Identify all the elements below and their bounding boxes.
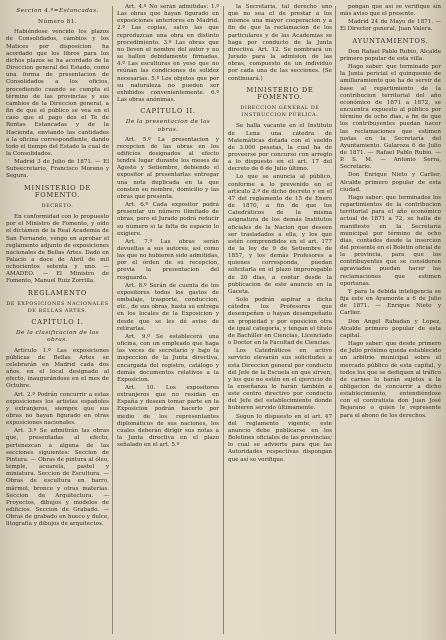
col2-block-4: Art. 6.º Cada expositor podrá presentar un número ilimitado de obras, pero el Jurado podrá reducir su número si la falta de espacio lo exigiere.: [117, 202, 219, 237]
col1-block-10: De la clasificacion de las obras.: [16, 330, 99, 344]
col1-block-7: REGLAMENTO: [27, 288, 88, 297]
col1-block-3: Madrid 3 de Julio de 1871. — El Subsecretario, Francisco Moreno y Segura.: [6, 159, 109, 180]
col3-block-1: MINISTERIO DE FOMENTO.: [246, 85, 314, 101]
col4-block-5: Don Enrique Nieto y Carlier, Alcalde primero popular de esta ciudad.: [340, 172, 441, 193]
col2-block-8: Art. 10. Los expositores extranjeros que no residan en España y deseen tomar parte en la Exposicion podrán hacerlo por medio de los representantes diplomáticos de sus naciones, los cuales deberán dirigir sus notas a la Junta directiva en el plazo señalado en el art. 5.º: [117, 384, 219, 449]
col3-block-6: Los Catedráticos en activo servicio elevarán sus solicitudes a esta Direccion general por conducto del Jefe de la Escuela en que sirven, y los que no estén en el ejercicio de la enseñanza lo harán también a este centro directivo por conducto del Jefe del establecimiento donde hubieren servido últimamente.: [228, 348, 332, 412]
col1-block-13: Art. 3.º Se admitirán las obras que, presentadas al efecto, pertenezcan a alguna de las secciones siguientes: Seccion de Pintura. — Obras de pintura al óleo, temple, acuarela, pastel y miniatura. Seccion de Escultura. — Obras de escultura en barro, mármol, bronce y otras materias. Seccion de Arquitectura. — Proyectos, dibujos y modelos de edificios. Seccion de Grabado. — Obras de grabado en hueco y dulce, litografía y dibujos de arquitectos.: [6, 428, 109, 528]
column-rule-1: [112, 6, 113, 634]
col4-block-8: Don Angel Rabadan y Lopez, Alcalde primero popular de esta capital.: [340, 318, 441, 339]
column-rule-3: [335, 6, 336, 634]
col1-block-11: Artículo 1.º Las exposiciones públicas de Bellas Artes se celebrarán en Madrid cada dos años, en el local designado al efecto, inaugurándose en el mes de Octubre.: [6, 347, 109, 390]
col4-block-6: Hago saber: que terminados los repartimientos de la contribucion territorial para el año económico actual de 1871 a 72, se halla de manifiesto en la Secretaría municipal por término de ocho dias, contados desde la insercion del presente en el Boletin oficial de la provincia, para que los contribuyentes que se consideren agraviados puedan hacer las reclamaciones que estimen oportunas.: [340, 194, 441, 287]
col4-block-9: Hago saber: que desde primero de Julio próximo queda establecido un arbitrio municipal sobre el mercado público de esta capital, y todos los que se dediquen al tráfico de carnes lo harán sujetos a la obligacion de concurrir a dicho establecimiento, entendiéndose con el contratista don Juan José Bejarano o quien le represente para el abono de los derechos.: [340, 341, 441, 419]
col4-block-0: pongan que así se verifique sin más aviso que el presente.: [340, 4, 441, 18]
col4-block-7: Y para la debida inteligencia se fija este en Ayamonte a 6 de Julio de 1871. — Enrique Nieto y Carlier.: [340, 288, 441, 317]
col1-block-2: Habiéndose vencido los plazos de Consolidados, cambios y los Matices por disposicion ha acordado que los libros para los dichos plazos se ha acordado de la Direccion general del Estado, como una forma de presentacion de Consolidados a los oficios, procediendo cuando se cumpla el término de las provincias y sus cambios de la Direccion general, a fin de que el público se vea en el caso que el pago dos el Te de Rentas Estancadas y de la Hacienda, enviando las cantidades a la oficina correspondiente, dando todo el tiempo del Estado la cual de la Consolidados.: [6, 29, 109, 157]
col1-block-0: Seccion 4.ª=Estancadas.: [16, 8, 99, 14]
col1-block-5: DECRETO.: [41, 202, 74, 209]
text-column-3: [228, 4, 332, 636]
text-column-2: [117, 4, 219, 636]
col1-block-8: DE EXPOSICIONES NACIONALES DE BELLAS ARTES.: [6, 300, 109, 314]
col3-block-5: Solo podrán aspirar a dicha cátedra los Profesores que desempeñen o hayan desempeñado en propiedad y por oposicion otra de igual categoría, y tengan el título de Bachiller en Ciencias, Licenciado o Doctor en la Facultad de Ciencias.: [228, 297, 332, 347]
column-rule-2: [223, 6, 224, 634]
col1-block-9: CAPÍTULO I.: [31, 318, 84, 327]
text-column-4: [340, 4, 441, 636]
col3-block-3: Se halla vacante en el Instituto de Lena una cátedra de Matemáticas dotada con el sueldo de 3.000 pesetas, la cual ha de proveerse por concurso con arreglo a lo dispuesto en el art. 17 del decreto de 6 de Julio último.: [228, 123, 332, 173]
col3-block-4: Lo que se anuncia al público, conforme a lo prevenido en el artículo 2.º de dicho decreto y en el 47 del reglamento de 15 de Enero de 1870, a fin de que los Catedráticos de la misma asignatura de los demás Institutos oficiales de la Nacion que deseen ser trasladados a ella, y los que estén comprendidos en el art. 177 de la ley de 9 de Setiembre de 1857, y los demás Profesores a quienes corresponda, puedan solicitarla en el plazo improrogable de 20 dias, a contar desde la publicacion de este anuncio en la Gaceta.: [228, 174, 332, 295]
col2-block-3: Art. 5.º La presentacion y recepcion de las obras en los edificios designados al efecto tendrá lugar durante los meses de Agosto y Setiembre, debiendo el expositor al presentarlas entregar una nota duplicada en la que consten su nombre, domicilio y las obras que presenta.: [117, 136, 219, 200]
col2-block-2: De la presentacion de las obras.: [125, 119, 211, 133]
col1-block-6: En conformidad con lo propuesto por el Ministro de Fomento, y oido el dictámen de la Real Academia de San Fernando, vengo en aprobar el reglamento adjunto de exposiciones nacionales de Bellas Artes. Dado en Palacio a doce de Abril de mil ochocientos setenta y uno. — AMADEO. — El Ministro de Fomento, Manuel Ruiz Zorrilla.: [6, 214, 109, 285]
col2-block-5: Art. 7.º Las obras serán devueltas a sus autores, así como las que no hubieren sido admitidas, por el órden de su recepcion, previa la presentacion del resguardo.: [117, 238, 219, 281]
col4-block-1: Madrid 24 de Mayo de 1871. — El Director general, Juan Valera.: [340, 19, 441, 33]
col4-block-3: Don Rafael Pablo Rubio, Alcalde primero popular de esta villa.: [340, 48, 441, 62]
col3-block-7: Segun lo dispuesto en el art. 47 del reglamento vigente, este anuncio debe publicarse en los Boletines oficiales de las provincias; lo cual se advierte para que las Autoridades respectivas dispongan que así se verifique.: [228, 413, 332, 463]
col2-block-0: Art. 4.º No serán admitidas: 1.º Las obras que hayan figurado en exposiciones anteriores en Madrid. 2.º Las copias, salvo las que reproduzcan una obra en distinto procedimiento. 3.º Las obras que no lleven el nombre del autor y no se hallen debidamente firmadas. 4.º Las esculturas en yeso que no reúnan las condiciones de solidez necesarias. 5.º Los objetos que por su naturaleza no pueden ser exhibidos convenientemente. 6.º Las obras anónimas.: [117, 4, 219, 104]
col1-block-1: Número 81.: [37, 19, 78, 26]
text-column-1: [6, 4, 109, 636]
col4-block-2: AYUNTAMIENTOS.: [352, 36, 429, 45]
col2-block-7: Art. 9.º Se establecerá una oficina, con un empleado que haga las veces de secretario y bajo la inspeccion de la Junta directiva, encargada del registro, catálogo y demás documentos relativos a la Exposicion.: [117, 333, 219, 383]
col2-block-6: Art. 8.º Serán de cuenta de los expositores todos los gastos de embalaje, trasporte, conduccion, etc., de sus obras, hasta su entrega en los locales de la Exposicion y desde que se les dé aviso de retirarlas.: [117, 282, 219, 332]
col3-block-0: la Secretaría, tal derecho uno que no sea el de prestar a los mismos una mayor cooperacion y a fin de que la reclamacion de los particulares y de las Academias se haga por conducto de la Junta directiva. Art. 12. Se nombrará un Jurado para la admision de las obras, compuesto de un individuo por cada una de las secciones. (Se continuará.): [228, 4, 332, 82]
col2-block-1: CAPÍTULO II.: [140, 107, 196, 116]
col1-block-12: Art. 2.º Podrán concurrir a estas exposiciones los artistas españoles y extranjeros, siempre que sus obras no hayan figurado en otras exposiciones nacionales.: [6, 391, 109, 427]
col4-block-4: Hago saber: que terminado por la Junta pericial el quinquenio de amillaramiento que ha de servir de base al repartimiento de la contribucion territorial del año económico de 1871 a 1872, se encuentra expuesto al público por término de ocho dias, a fin de que los contribuyentes puedan hacer las reclamaciones que estimen justas en la Secretaría del Ayuntamiento. Galaroza 6 de Julio de 1871. — Rafael Pablo Rubio. — P. S. M. — Antonio Serra, Secretario.: [340, 64, 441, 171]
col3-block-2: DIRECCION GENERAL DE INSTRUCCION PÚBLICA.: [240, 105, 320, 119]
col1-block-4: MINISTERIO DE FOMENTO.: [23, 183, 92, 199]
